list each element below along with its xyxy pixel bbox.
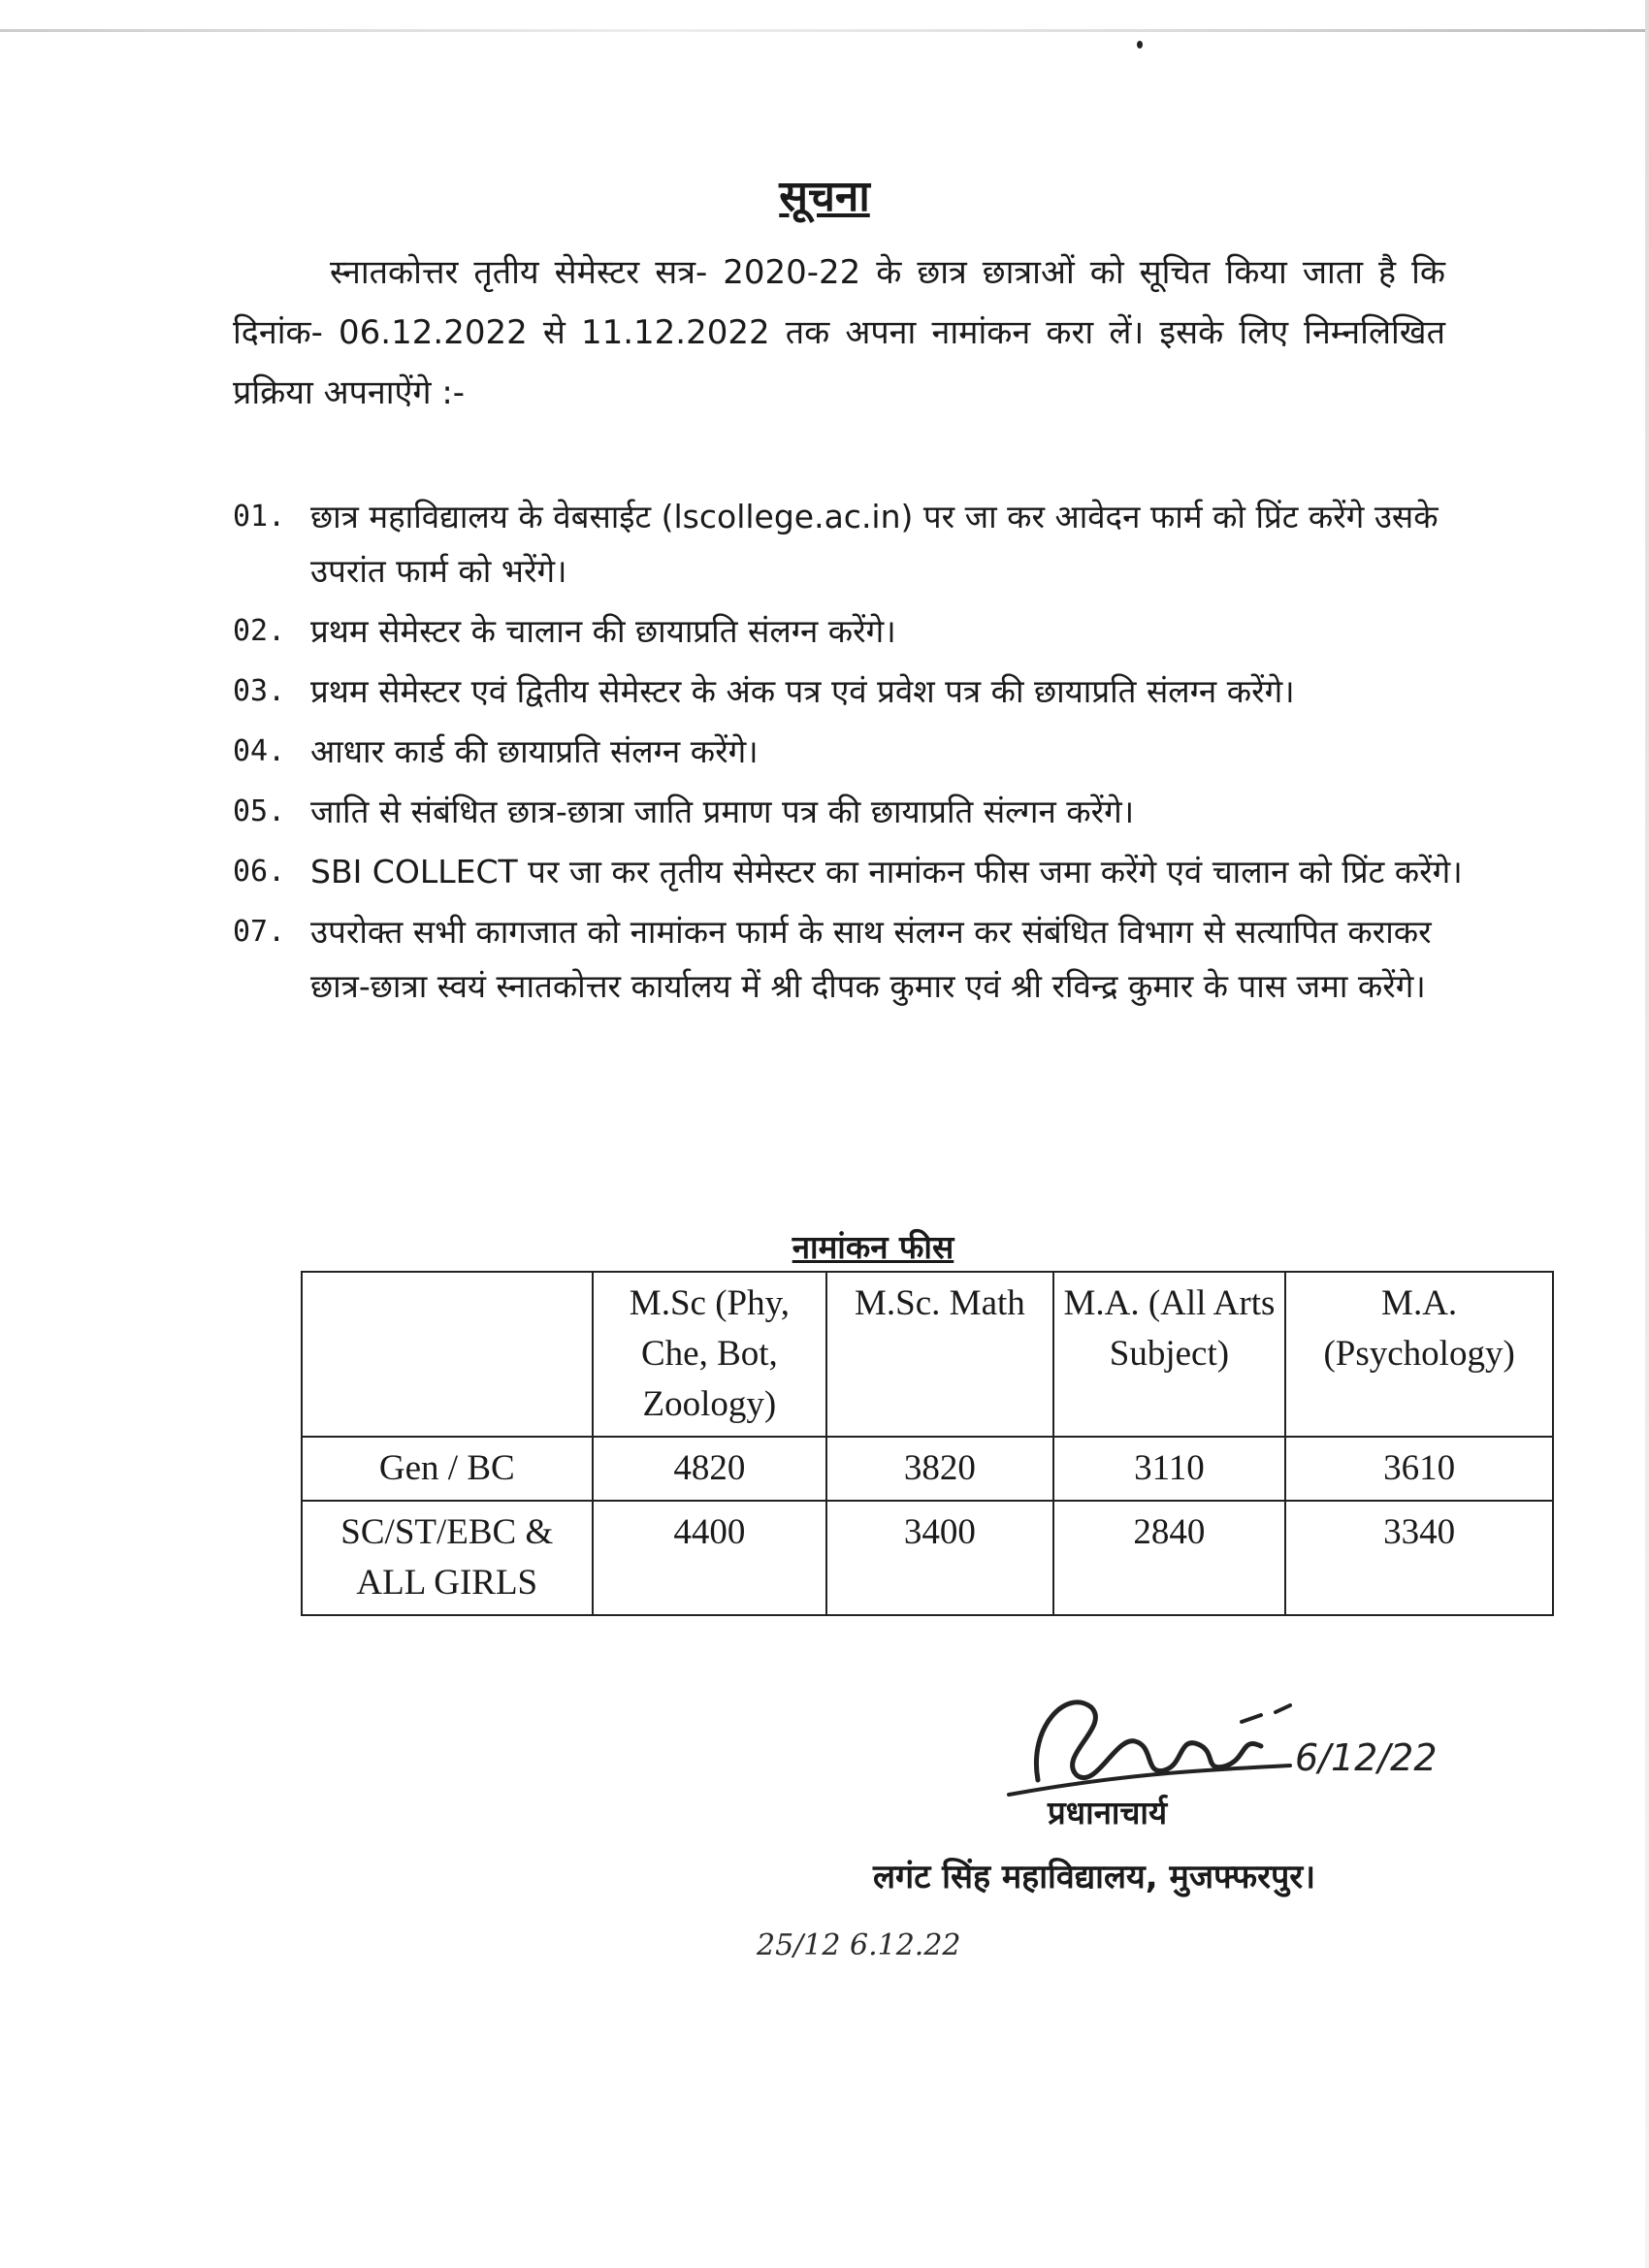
fee-cell: 3400 xyxy=(826,1501,1052,1615)
principal-signature xyxy=(999,1669,1484,1804)
fee-cell: 3110 xyxy=(1053,1437,1286,1501)
procedure-item xyxy=(233,725,1465,779)
notice-title: सूचना xyxy=(779,172,870,221)
fee-cell: 3610 xyxy=(1285,1437,1553,1501)
item-number: 01. xyxy=(233,500,286,534)
procedure-item xyxy=(233,490,1465,599)
fee-cell: 4820 xyxy=(593,1437,827,1501)
item-number: 02. xyxy=(233,614,286,648)
signature-date: 6/12/22 xyxy=(1295,1736,1438,1779)
procedure-item xyxy=(233,664,1465,719)
item-number: 04. xyxy=(233,734,286,768)
item-text: प्रथम सेमेस्टर एवं द्वितीय सेमेस्टर के अंक पत्र एवं प्रवेश पत्र की छायाप्रति संलग्न करेंगे। xyxy=(310,672,1295,710)
header-cell-ma-arts: M.A. (All Arts Subject) xyxy=(1053,1272,1286,1437)
header-cell-msc-science: M.Sc (Phy, Che, Bot, Zoology) xyxy=(593,1272,827,1437)
item-text: छात्र महाविद्यालय के वेबसाईट (lscollege.ac.in) पर जा कर आवेदन फार्म को प्रिंट करेंगे उसके उपरांत फार्म को भरेंगे। xyxy=(310,498,1439,590)
scan-top-edge xyxy=(0,29,1649,32)
table-row xyxy=(302,1501,1553,1615)
fee-table-header-row xyxy=(302,1272,1553,1437)
header-cell-ma-psychology: M.A. (Psychology) xyxy=(1285,1272,1553,1437)
procedure-item xyxy=(233,845,1465,899)
procedure-item xyxy=(233,905,1465,1014)
fee-table xyxy=(301,1271,1554,1616)
fee-cell: 3340 xyxy=(1285,1501,1553,1615)
item-text: जाति से संबंधित छात्र-छात्रा जाति प्रमाण पत्र की छायाप्रति संल्गन करेंगे। xyxy=(310,793,1135,830)
header-cell-blank xyxy=(302,1272,593,1437)
fee-cell: 2840 xyxy=(1053,1501,1286,1615)
item-text: उपरोक्त सभी कागजात को नामांकन फार्म के साथ संलग्न कर संबंधित विभाग से सत्यापित कराकर छात्र-छात्रा स्वयं स्नातकोत्तर कार्यालय में श्री दीपक कुमार एवं श्री रविन्द्र कुमार के पास जमा करेंगे। xyxy=(310,913,1432,1005)
item-text: आधार कार्ड की छायाप्रति संलग्न करेंगे। xyxy=(310,732,759,770)
item-text: SBI COLLECT पर जा कर तृतीय सेमेस्टर का नामांकन फीस जमा करेंगे एवं चालान को प्रिंट करेंगे। xyxy=(310,853,1463,891)
handwritten-note-text: 25/12 6.12.22 xyxy=(757,1928,960,1962)
procedure-item xyxy=(233,604,1465,659)
header-cell-msc-math: M.Sc. Math xyxy=(826,1272,1052,1437)
scan-right-edge xyxy=(1645,0,1649,2268)
procedure-list xyxy=(233,490,1465,1020)
table-row xyxy=(302,1437,1553,1501)
item-number: 05. xyxy=(233,794,286,828)
ink-speck xyxy=(1137,41,1143,49)
item-number: 07. xyxy=(233,915,286,949)
row-category: SC/ST/EBC & ALL GIRLS xyxy=(302,1501,593,1615)
item-text: प्रथम सेमेस्टर के चालान की छायाप्रति संलग्न करेंगे। xyxy=(310,612,896,650)
fee-table-caption: नामांकन फीस xyxy=(792,1228,954,1266)
fee-cell: 3820 xyxy=(826,1437,1052,1501)
item-number: 06. xyxy=(233,855,286,889)
college-name: लगंट सिंह महाविद्यालय, मुजफ्फरपुर। xyxy=(873,1858,1316,1896)
item-number: 03. xyxy=(233,674,286,708)
fee-cell: 4400 xyxy=(593,1501,827,1615)
procedure-item xyxy=(233,785,1465,839)
designation: प्रधानाचार्य xyxy=(1048,1794,1168,1831)
row-category: Gen / BC xyxy=(302,1437,593,1501)
handwritten-note xyxy=(747,1906,960,2023)
notice-intro: स्नातकोत्तर तृतीय सेमेस्टर सत्र- 2020-22 के छात्र छात्राओं को सूचित किया जाता है कि दिनांक- 06.12.2022 से 11.12.2022 तक अपना नामांकन करा लें। इसके लिए निम्नलिखित प्रक्रिया अपनाऐंगे :- xyxy=(233,253,1445,412)
